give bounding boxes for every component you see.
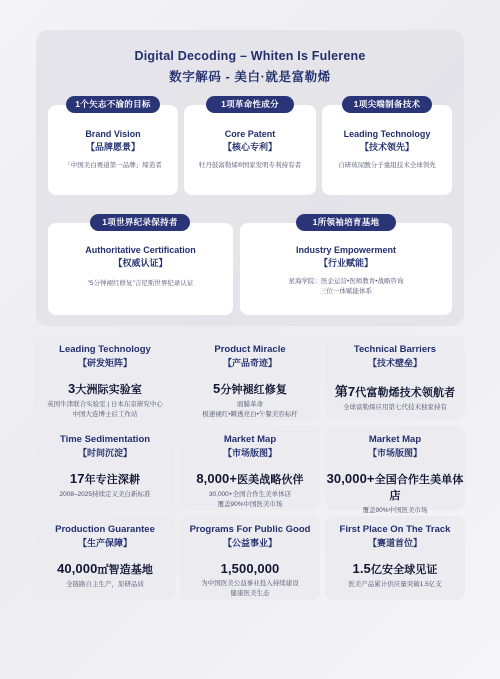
card-title-en: Leading Technology — [343, 129, 431, 139]
card-title-cn: 【技术领先】 — [359, 142, 414, 152]
stat-value — [35, 471, 175, 487]
pill-badge: 1项世界纪录保持者 — [90, 214, 190, 231]
stat-title-en: Leading Technology — [59, 344, 151, 355]
stat-unit: 亿安全球见证 — [370, 564, 438, 576]
stat-number: 8,000+ — [196, 471, 238, 486]
stat-title-cn: 【市场版图】 — [222, 448, 277, 458]
stat-title-cn: 【技术壁垒】 — [367, 358, 422, 368]
stat-desc: 中国大连博士后工作站 — [72, 410, 138, 418]
card-title-en: Brand Vision — [85, 129, 141, 139]
stat-unit: ㎡智造基地 — [97, 564, 153, 576]
stat-desc: 英国牛津联合实验室 | 日本东京研究中心 — [47, 401, 163, 408]
card-desc: 牡丹鼓富勒烯®国家发明专利持有者 — [198, 162, 302, 169]
leading-technology-card — [322, 105, 452, 195]
stat-title-en: Product Miracle — [214, 344, 286, 355]
header-title-en: Digital Decoding – Whiten Is Fulerene — [134, 49, 366, 63]
pill-badge: 1个矢志不渝的目标 — [66, 96, 160, 113]
stat-value — [180, 381, 320, 397]
card-desc: 「中国美白赛道第一品牌」缔造者 — [64, 162, 162, 169]
stat-card-first-place — [325, 516, 465, 600]
top-panel — [36, 30, 464, 326]
stat-title-en: Programs For Public Good — [189, 524, 311, 535]
stat-card-time-sedimentation — [35, 426, 175, 510]
stat-title-cn: 【时间沉淀】 — [77, 448, 132, 458]
card-desc: 三位一体赋能体系 — [320, 288, 372, 295]
authoritative-certification-card — [48, 223, 233, 315]
stat-desc: 全链路自主生产，原研品质 — [66, 581, 144, 588]
card-title-cn: 【核心专利】 — [222, 142, 277, 152]
stat-title-en: Technical Barriers — [353, 344, 437, 355]
stat-number: 3 — [68, 381, 76, 396]
stat-title-cn: 【赛道首位】 — [367, 538, 422, 548]
stat-number: 1,500,000 — [220, 561, 280, 576]
stat-title-en: Production Guarantee — [55, 524, 155, 535]
stat-desc: 为中国医美公益事业投入持续建设 — [201, 580, 299, 587]
stat-card-production-guarantee — [35, 516, 175, 600]
stat-number: 17 — [69, 471, 85, 486]
stat-desc: 健康医美生态 — [230, 589, 270, 597]
stat-card-technical-barriers — [325, 336, 465, 420]
stat-desc: 2008–2025持续定义美白新标准 — [59, 491, 151, 498]
stat-desc: 覆盖90%中国医美市场 — [362, 507, 428, 514]
card-title-en: Core Patent — [224, 129, 276, 139]
stat-desc: 极速褪红•瞬透亮白•午餐美容标杆 — [202, 410, 298, 418]
stat-value — [325, 561, 465, 577]
brand-vision-card — [48, 105, 178, 195]
stat-number: 40,000 — [57, 561, 98, 576]
card-desc: "5分钟褪红修复"吉尼斯世界纪录认证 — [87, 280, 194, 287]
header-title-cn: 数字解码 - 美白·就是富勒烯 — [169, 70, 331, 84]
stat-card-public-good — [180, 516, 320, 600]
stat-title-cn: 【研发矩阵】 — [77, 358, 132, 368]
stat-value — [180, 561, 320, 576]
card-desc: 星海学院：医企运营•医师教育•战略咨询 — [288, 278, 404, 285]
card-title-en: Authoritative Certification — [85, 245, 196, 255]
stat-value — [35, 561, 175, 577]
stat-title-cn: 【公益事业】 — [222, 538, 277, 548]
stat-title-en: Time Sedimentation — [59, 434, 151, 445]
card-title-cn: 【行业赋能】 — [318, 258, 373, 268]
core-patent-card — [184, 105, 316, 195]
stat-desc: 面膜革命 — [237, 401, 263, 408]
stat-value — [35, 381, 175, 397]
card-title-cn: 【品牌愿景】 — [85, 142, 140, 152]
pill-badge: 1项尖端制备技术 — [342, 96, 432, 113]
stat-desc: 覆盖90%中国医美市场 — [217, 500, 283, 508]
stat-title-cn: 【产品奇迹】 — [222, 358, 277, 368]
card-title-en: Industry Empowerment — [295, 245, 396, 255]
stat-unit: 分钟褪红修复 — [220, 384, 287, 396]
stat-unit: 全国合作生美单体店 — [374, 474, 464, 502]
card-title-cn: 【权威认证】 — [113, 258, 168, 268]
stat-unit: 大洲际实验室 — [75, 384, 142, 396]
stat-title-en: Market Map — [223, 434, 277, 445]
pill-badge: 1所领袖培育基地 — [296, 214, 396, 231]
stat-title-cn: 【生产保障】 — [77, 538, 132, 548]
industry-empowerment-card — [240, 223, 452, 315]
stat-number: 5 — [213, 381, 221, 396]
pill-badge: 1项革命性成分 — [206, 96, 294, 113]
stat-number: 1.5 — [352, 561, 371, 576]
stat-unit: 代富勒烯技术领航者 — [355, 387, 456, 399]
stat-value — [325, 471, 465, 503]
stat-card-product-miracle — [180, 336, 320, 420]
stat-value — [180, 471, 320, 487]
stat-title-en: Market Map — [368, 434, 422, 445]
stat-desc: 30,000+全国合作生美单体店 — [208, 491, 292, 498]
stat-unit: 年专注深耕 — [84, 474, 141, 486]
stat-unit: 医美战略伙伴 — [237, 474, 304, 486]
stat-number: 第7 — [334, 384, 356, 399]
stat-card-market-map-medical — [180, 426, 320, 510]
card-desc: 自研玻尿酸分子重组技术全球领先 — [338, 162, 436, 169]
stat-desc: 全球富勒烯应用第七代技术独家持有 — [343, 404, 447, 411]
stat-title-cn: 【市场版图】 — [367, 448, 422, 458]
stat-card-rd-matrix — [35, 336, 175, 420]
stat-card-market-map-stores — [325, 426, 465, 514]
stat-title-en: First Place On The Track — [339, 524, 451, 535]
stat-number: 30,000+ — [326, 471, 375, 486]
stat-desc: 医美产品累计供应量突破1.5亿支 — [348, 581, 442, 588]
stat-value — [325, 381, 465, 400]
